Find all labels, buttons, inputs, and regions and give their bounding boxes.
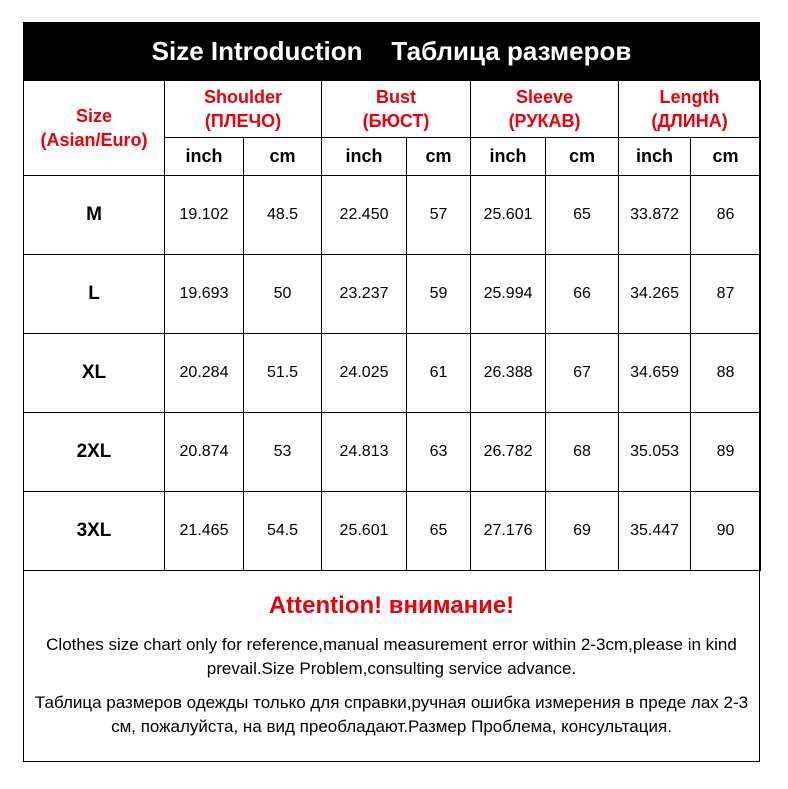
cell-inch: 25.601 xyxy=(471,176,546,255)
cell-cm: 66 xyxy=(546,255,619,334)
length-header-en: Length xyxy=(659,87,720,107)
table-row xyxy=(24,334,761,413)
cell-inch: 22.450 xyxy=(322,176,407,255)
cell-inch: 19.102 xyxy=(165,176,244,255)
bust-header-ru: (БЮСТ) xyxy=(362,111,430,131)
cell-inch: 27.176 xyxy=(471,492,546,571)
attention-section xyxy=(24,579,759,761)
cell-cm: 63 xyxy=(407,413,471,492)
cell-inch: 26.388 xyxy=(471,334,546,413)
table-row xyxy=(24,176,761,255)
header-row xyxy=(24,81,761,138)
size-label: 2XL xyxy=(24,413,165,492)
unit-inch: inch xyxy=(165,138,244,176)
cell-inch: 35.447 xyxy=(619,492,691,571)
cell-cm: 65 xyxy=(546,176,619,255)
note-russian: Таблица размеров одежды только для справки,ручная ошибка измерения в преде лах 2-3 см, пожалуйста, на вид преобладают.Размер Проблема, консультация. xyxy=(34,693,749,736)
cell-cm: 50 xyxy=(244,255,322,334)
shoulder-header-ru: (ПЛЕЧО) xyxy=(204,111,282,131)
cell-cm: 57 xyxy=(407,176,471,255)
cell-inch: 21.465 xyxy=(165,492,244,571)
unit-cm: cm xyxy=(244,138,322,176)
size-label: 3XL xyxy=(24,492,165,571)
unit-cm: cm xyxy=(546,138,619,176)
size-column-header xyxy=(24,81,165,176)
length-header xyxy=(619,81,761,138)
cell-cm: 88 xyxy=(691,334,761,413)
sleeve-header-ru: (РУКАВ) xyxy=(508,111,581,131)
cell-cm: 86 xyxy=(691,176,761,255)
attention-heading: Attention! внимание! xyxy=(268,592,515,619)
cell-cm: 87 xyxy=(691,255,761,334)
cell-inch: 24.025 xyxy=(322,334,407,413)
note-english: Clothes size chart only for reference,manual measurement error within 2-3cm,please in kind prevail.Size Problem,consulting service advance. xyxy=(46,635,737,678)
cell-cm: 59 xyxy=(407,255,471,334)
size-label: M xyxy=(24,176,165,255)
size-label: XL xyxy=(24,334,165,413)
cell-cm: 65 xyxy=(407,492,471,571)
unit-inch: inch xyxy=(619,138,691,176)
cell-cm: 90 xyxy=(691,492,761,571)
cell-inch: 34.265 xyxy=(619,255,691,334)
cell-inch: 24.813 xyxy=(322,413,407,492)
table-row xyxy=(24,492,761,571)
shoulder-header xyxy=(165,81,322,138)
cell-cm: 61 xyxy=(407,334,471,413)
cell-cm: 53 xyxy=(244,413,322,492)
cell-inch: 25.601 xyxy=(322,492,407,571)
size-chart xyxy=(23,22,760,762)
bust-header-en: Bust xyxy=(376,87,417,107)
cell-inch: 23.237 xyxy=(322,255,407,334)
cell-cm: 48.5 xyxy=(244,176,322,255)
cell-cm: 67 xyxy=(546,334,619,413)
bust-header xyxy=(322,81,471,138)
size-table xyxy=(23,80,761,571)
cell-cm: 89 xyxy=(691,413,761,492)
sleeve-header-en: Sleeve xyxy=(516,87,574,107)
cell-inch: 19.693 xyxy=(165,255,244,334)
size-header-sub: (Asian/Euro) xyxy=(40,130,148,150)
cell-inch: 34.659 xyxy=(619,334,691,413)
table-row xyxy=(24,413,761,492)
cell-inch: 25.994 xyxy=(471,255,546,334)
sleeve-header xyxy=(471,81,619,138)
cell-inch: 20.284 xyxy=(165,334,244,413)
cell-inch: 26.782 xyxy=(471,413,546,492)
length-header-ru: (ДЛИНА) xyxy=(651,111,728,131)
cell-cm: 68 xyxy=(546,413,619,492)
size-label: L xyxy=(24,255,165,334)
unit-inch: inch xyxy=(322,138,407,176)
cell-cm: 54.5 xyxy=(244,492,322,571)
cell-cm: 69 xyxy=(546,492,619,571)
unit-cm: cm xyxy=(691,138,761,176)
cell-inch: 20.874 xyxy=(165,413,244,492)
shoulder-header-en: Shoulder xyxy=(204,87,283,107)
table-row xyxy=(24,255,761,334)
chart-title: Size Introduction Таблица размеров xyxy=(24,23,759,80)
size-header-en: Size xyxy=(75,106,113,126)
unit-cm: cm xyxy=(407,138,471,176)
cell-inch: 33.872 xyxy=(619,176,691,255)
unit-inch: inch xyxy=(471,138,546,176)
cell-cm: 51.5 xyxy=(244,334,322,413)
cell-inch: 35.053 xyxy=(619,413,691,492)
